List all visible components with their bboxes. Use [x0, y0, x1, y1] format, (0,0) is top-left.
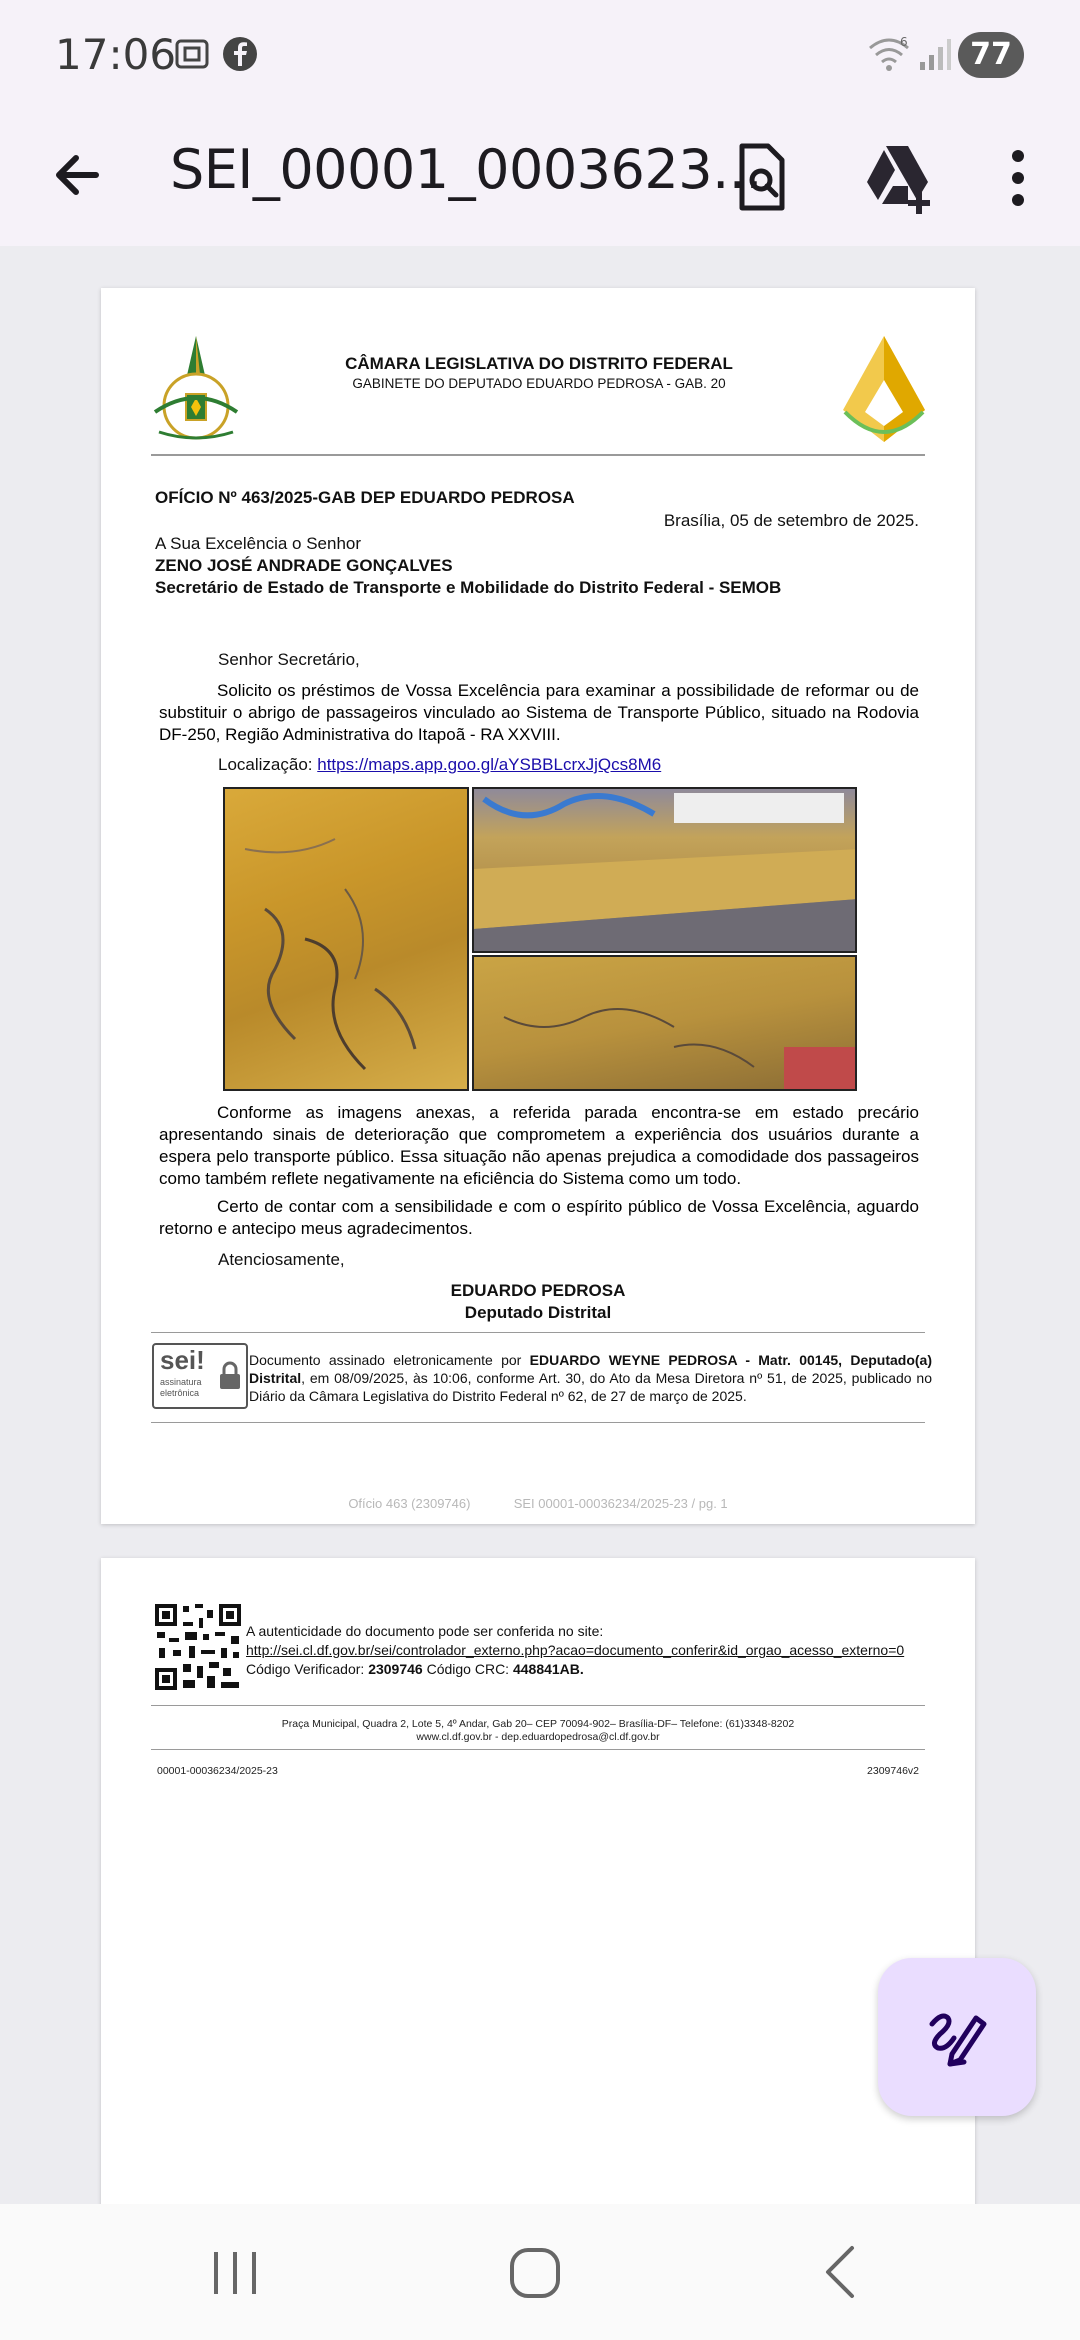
recipient-name: ZENO JOSÉ ANDRADE GONÇALVES	[155, 556, 453, 575]
salutation: Senhor Secretário,	[218, 650, 360, 669]
lock-icon	[218, 1361, 242, 1396]
recipient-title: Secretário de Estado de Transporte e Mobilidade do Distrito Federal - SEMOB	[155, 578, 782, 597]
edit-fab-button[interactable]	[878, 1958, 1036, 2116]
sig-prefix: Documento assinado eletronicamente por	[249, 1352, 522, 1368]
sig-details: , em 08/09/2025, às 10:06, conforme Art. 30, do Ato da Mesa Diretora nº 51, de 2025, publicado no Diário da Câmara Legislativa do Distrito Federal nº 62, de 27 de março de 2025.	[249, 1370, 932, 1404]
sei-signature-logo	[152, 1343, 248, 1409]
verif-code: 2309746	[368, 1661, 423, 1677]
pdf-page-1	[101, 288, 975, 1524]
recent-apps-icon[interactable]	[200, 2242, 270, 2302]
qr-code-icon	[153, 1602, 243, 1692]
page2-divider-bottom	[151, 1749, 925, 1750]
sig-signer: EDUARDO WEYNE PEDROSA - Matr. 00145, Deputado(a) Distrital	[249, 1352, 933, 1386]
paragraph-1-text: Solicito os préstimos de Vossa Excelência para examinar a possibilidade de reformar ou de substituir o abrigo de passageiros vinculado ao Sistema de Transporte Público, situado na Rodovia DF-250, Região Administrativa do Itapoã - RA XXVIII.	[159, 681, 919, 744]
crc-label: Código CRC:	[426, 1661, 510, 1677]
paragraph-3-text: Certo de contar com a sensibilidade e com o espírito público de Vossa Excelência, aguardo retorno e antecipo meus agradecimentos.	[159, 1197, 919, 1238]
crc-code: 448841AB.	[512, 1661, 584, 1677]
doc-version: 2309746v2	[867, 1765, 919, 1777]
header-subtitle: GABINETE DO DEPUTADO EDUARDO PEDROSA - GAB. 20	[352, 376, 726, 391]
location-label: Localização:	[218, 755, 313, 774]
app-bar	[0, 110, 1080, 246]
wifi-icon	[866, 36, 912, 81]
add-to-drive-icon[interactable]	[858, 138, 938, 218]
photo-bottom-right	[472, 955, 857, 1091]
photo-left	[223, 787, 469, 1091]
header-title: CÂMARA LEGISLATIVA DO DISTRITO FEDERAL	[345, 354, 733, 373]
signature-divider-bottom	[151, 1422, 925, 1423]
auth-link[interactable]: http://sei.cl.df.gov.br/sei/controlador_externo.php?acao=documento_conferir&id_orgao_acesso_externo=0	[246, 1642, 905, 1658]
header-divider	[151, 454, 925, 456]
verification-line	[246, 1660, 904, 1679]
signature-text	[249, 1351, 932, 1405]
paragraph-1	[159, 680, 919, 746]
top-app-area	[0, 0, 1080, 246]
process-number: 00001-00036234/2025-23	[157, 1765, 278, 1777]
signature-divider-top	[151, 1332, 925, 1333]
signer-name: EDUARDO PEDROSA	[450, 1281, 626, 1300]
auth-line: A autenticidade do documento pode ser conferida no site:	[246, 1623, 604, 1639]
back-nav-icon[interactable]	[806, 2242, 876, 2302]
deputy-logo-icon	[841, 332, 927, 451]
verif-label: Código Verificador:	[246, 1661, 365, 1677]
signal-icon	[918, 36, 952, 77]
recipient-line-1: A Sua Excelência o Senhor	[155, 534, 362, 553]
status-time: 17:06	[55, 30, 177, 79]
page2-divider-top	[151, 1705, 925, 1706]
svg-text:6: 6	[900, 36, 908, 49]
location-link[interactable]: https://maps.app.goo.gl/aYSBBLcrxJjQcs8M6	[317, 755, 662, 774]
address-line-1: Praça Municipal, Quadra 2, Lote 5, 4º Andar, Gab 20– CEP 70094-902– Brasília-DF– Telefone: (61)3348-8202	[281, 1718, 795, 1730]
home-icon[interactable]	[500, 2242, 570, 2302]
signer-role: Deputado Distrital	[464, 1303, 612, 1322]
system-nav-bar	[0, 2204, 1080, 2340]
facebook-icon	[222, 36, 258, 77]
sei-logo-sub2: eletrônica	[160, 1388, 200, 1398]
battery-indicator: 77	[958, 32, 1024, 78]
status-bar	[0, 0, 1080, 110]
footer-process-ref: SEI 00001-00036234/2025-23 / pg. 1	[513, 1496, 728, 1511]
location-line	[218, 755, 661, 775]
letter-date: Brasília, 05 de setembro de 2025.	[663, 511, 919, 530]
screenshot-icon	[174, 36, 210, 77]
oficio-number: OFÍCIO Nº 463/2025-GAB DEP EDUARDO PEDROSA	[155, 488, 575, 507]
paragraph-3	[159, 1196, 919, 1240]
paragraph-2	[159, 1102, 919, 1190]
bus-stop-photos	[223, 787, 857, 1091]
recipient-block	[155, 533, 781, 599]
page-footer	[101, 1496, 975, 1511]
cldf-emblem-icon	[149, 334, 243, 449]
search-document-icon[interactable]	[722, 138, 802, 218]
sei-logo-sub1: assinatura	[160, 1377, 202, 1387]
back-arrow-icon[interactable]	[46, 140, 116, 210]
sei-logo-text: sei!	[160, 1345, 205, 1375]
closing: Atenciosamente,	[218, 1250, 345, 1269]
address-line-2: www.cl.df.gov.br - dep.eduardopedrosa@cl.df.gov.br	[416, 1731, 660, 1743]
footer-doc-ref: Ofício 463 (2309746)	[348, 1496, 471, 1511]
document-title: SEI_00001_0003623...	[170, 138, 763, 201]
authenticity-block	[246, 1622, 904, 1679]
more-options-icon[interactable]	[978, 138, 1058, 218]
paragraph-2-text: Conforme as imagens anexas, a referida parada encontra-se em estado precário apresentando sinais de deterioração que comprometem a experiência dos usuários durante a espera pelo transporte público. Essa situação não apenas prejudica a comodidade dos passageiros como também reflete negativamente na eficiência do Sistema como um todo.	[159, 1103, 919, 1188]
photo-top-right	[472, 787, 857, 953]
